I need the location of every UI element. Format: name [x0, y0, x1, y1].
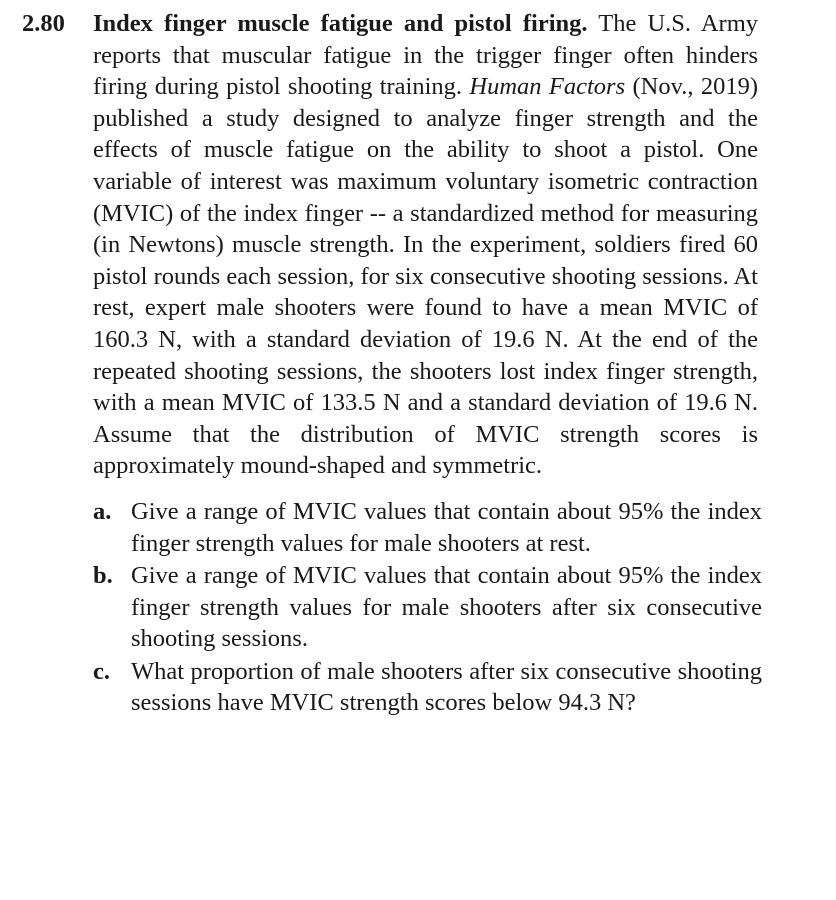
exercise [22, 8, 782, 720]
exercise-number: 2.80 [22, 10, 65, 37]
question-part-b [93, 560, 762, 655]
stem-text-body: (Nov., 2019) published a study designed to analyze finger strength and the effects of muscle fatigue on the ability to shoot a pistol. One variable of interest was maximum voluntary isometric contraction (MVIC) of the index finger -- a standardized method for measuring (in Newtons) muscle strength. In the experiment, soldiers fired 60 pistol rounds each session, for six consecutive shooting sessions. At rest, expert male shooters were found to have a mean MVIC of 160.3 N, with a standard deviation of 19.6 N. At the end of the repeated shooting sessions, the shooters lost index finger strength, with a mean MVIC of 133.5 N and a standard deviation of 19.6 N. Assume that the distribution of MVIC strength scores is approximately mound-shaped and symmetric. [93, 73, 758, 480]
question-part-a [93, 496, 762, 559]
part-label: a. [93, 497, 112, 525]
question-part-c [93, 656, 762, 719]
part-text: Give a range of MVIC values that contain about 95% the index finger strength values for male shooters at rest. [131, 497, 762, 557]
part-label: c. [93, 657, 110, 685]
exercise-stem [93, 8, 758, 482]
stem-text-intro: The U.S. Army reports that muscular fatigue in the trigger finger often hinders firing during pistol shooting training. [93, 10, 758, 101]
journal-name: Human Factors [469, 73, 626, 101]
part-text: What proportion of male shooters after six consecutive shooting sessions have MVIC strength scores below 94.3 N? [131, 657, 762, 717]
question-parts-list [93, 496, 762, 719]
part-label: b. [93, 562, 113, 590]
exercise-title: Index finger muscle fatigue and pistol firing. [93, 10, 588, 37]
part-text: Give a range of MVIC values that contain about 95% the index finger strength values for male shooters after six consecutive shooting sessions. [131, 562, 762, 653]
